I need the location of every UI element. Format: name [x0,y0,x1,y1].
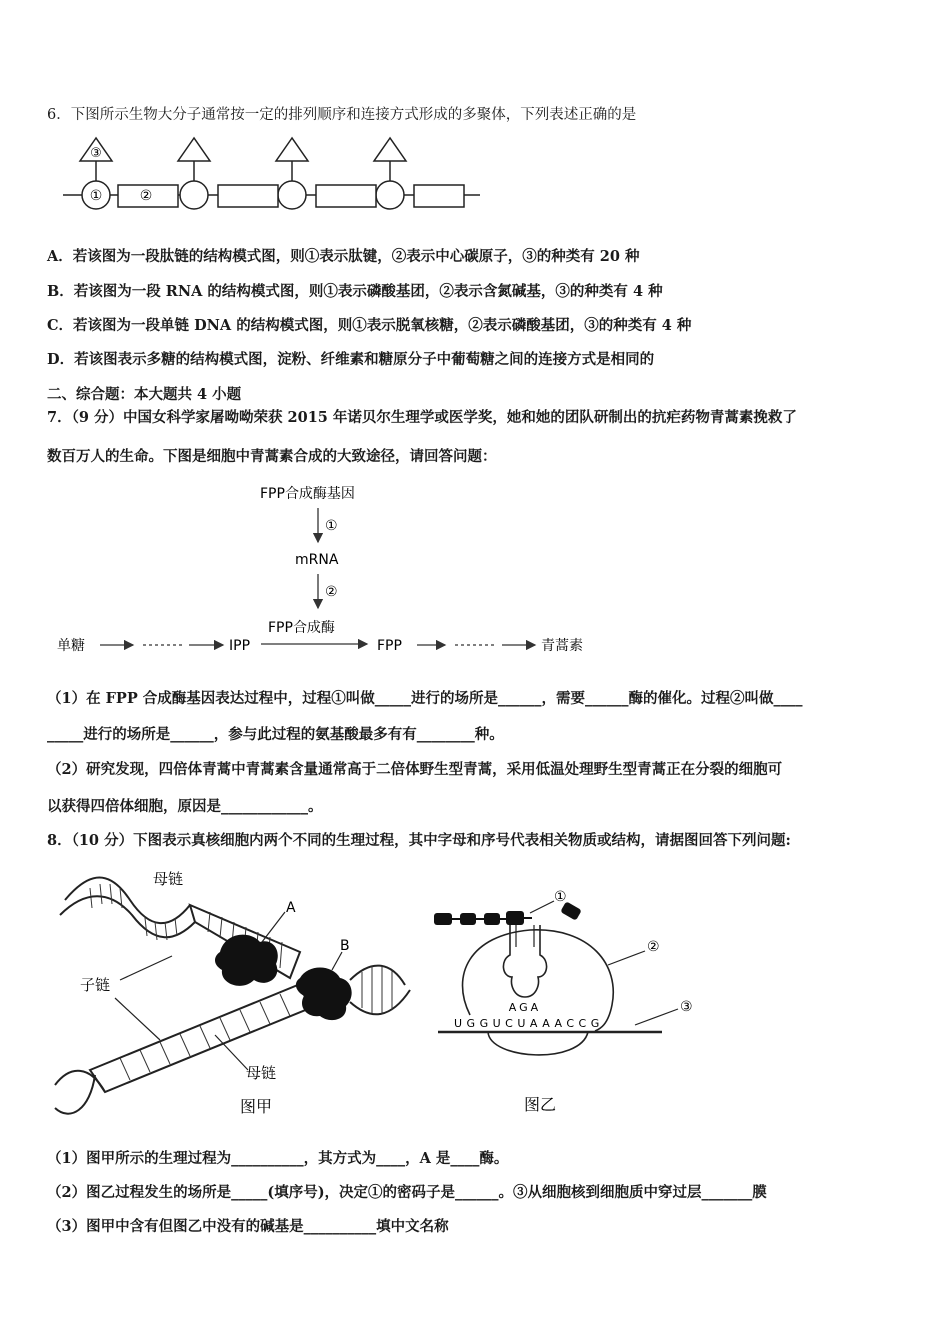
caption-jia: 图甲 [240,1097,273,1116]
step2-label: ② [325,584,338,600]
fpp-label: FPP [377,638,402,654]
label-2: ② [139,188,153,204]
circle-2 [180,181,208,209]
translation-figure [430,885,700,1115]
q6-option-a: A．若该图为一段肽链的结构模式图，则①表示肽键，②表示中心碳原子，③的种类有 20 种 [47,248,640,265]
label-b: B [340,938,350,954]
circle-3 [278,181,306,209]
label-3: ③ [90,146,102,161]
q7-sub1-line1: （1）在 FPP 合成酶基因表达过程中，过程①叫做_____进行的场所是______，需要______酶的催化。过程②叫做____ [47,690,803,707]
label-child: 子链 [80,976,111,994]
q7-sub1-line2: _____进行的场所是______，参与此过程的氨基酸最多有有________种。 [47,726,504,743]
sugar-label: 单糖 [57,638,85,654]
artemisinin-pathway-figure [55,478,615,663]
triangle-2 [178,138,210,161]
enzyme-label: FPP合成酶 [268,620,335,636]
label-1: ① [89,188,103,204]
caption-yi: 图乙 [524,1095,557,1114]
rect-4 [414,185,464,207]
rect-2 [218,185,278,207]
q8-sub3: （3）图甲中含有但图乙中没有的碱基是__________填中文名称 [47,1218,449,1235]
label-1: ① [554,889,567,905]
label-3: ③ [680,999,693,1015]
dna-replication-figure [50,860,420,1120]
mrna-label: mRNA [295,552,339,568]
step1-label: ① [325,518,338,534]
q6-option-c: C．若该图为一段单链 DNA 的结构模式图，则①表示脱氧核糖，②表示磷酸基团，③的种类有 4 种 [47,317,692,334]
label-a: A [286,900,296,916]
q6-stem: 6．下图所示生物大分子通常按一定的排列顺序和连接方式形成的多聚体，下列表述正确的是 [47,107,637,123]
fpp-gene-label: FPP合成酶基因 [260,486,355,502]
q8-sub1: （1）图甲所示的生理过程为__________，其方式为____，A 是____酶。 [47,1150,509,1167]
artemisinin-label: 青蒿素 [541,638,583,654]
section-heading: 二、综合题：本大题共 4 小题 [47,386,242,403]
q7-stem-line2: 数百万人的生命。下图是细胞中青蒿素合成的大致途径，请回答问题： [47,448,497,465]
polymer-figure [60,135,485,215]
ipp-label: IPP [229,638,251,654]
triangle-4 [374,138,406,161]
triangle-3 [276,138,308,161]
q8-stem: 8．（10 分）下图表示真核细胞内两个不同的生理过程，其中字母和序号代表相关物质或结构，请据图回答下列问题: [47,832,791,849]
rect-3 [316,185,376,207]
anticodon: AGA [508,1001,542,1014]
label-parent-top: 母链 [153,870,184,888]
mrna-sequence: UGGUCUAAACCG [454,1017,604,1030]
label-2: ② [647,939,660,955]
circle-4 [376,181,404,209]
q7-sub2-line2: 以获得四倍体细胞，原因是____________。 [47,798,323,815]
q6-option-d: D．若该图表示多糖的结构模式图，淀粉、纤维素和糖原分子中葡萄糖之间的连接方式是相同的 [47,351,655,368]
label-parent-bottom: 母链 [246,1064,277,1082]
q6-option-b: B．若该图为一段 RNA 的结构模式图，则①表示磷酸基团，②表示含氮碱基，③的种类有 4 种 [47,283,663,300]
q8-sub2: （2）图乙过程发生的场所是_____(填序号)，决定①的密码子是______。③从细胞核到细胞质中穿过层_______膜 [47,1184,767,1201]
q7-sub2-line1: （2）研究发现，四倍体青蒿中青蒿素含量通常高于二倍体野生型青蒿，采用低温处理野生型青蒿正在分裂的细胞可 [47,761,783,778]
q7-stem-line1: 7．（9 分）中国女科学家屠呦呦荣获 2015 年诺贝尔生理学或医学奖，她和她的团队研制出的抗疟药物青蒿素挽救了 [47,409,797,426]
